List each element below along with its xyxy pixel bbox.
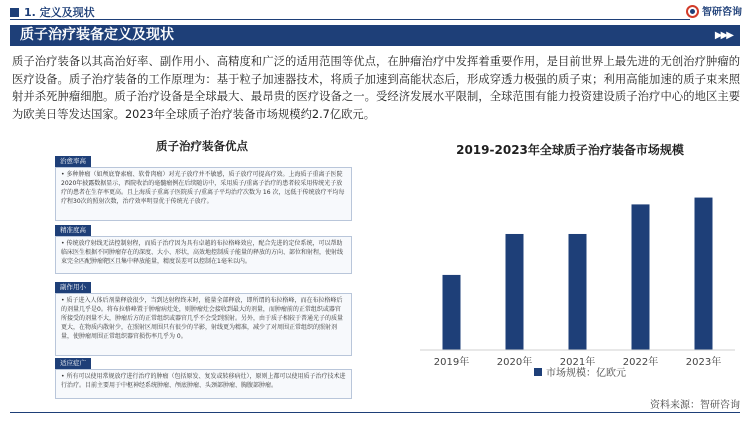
legend-swatch [534,368,542,376]
chart-title: 2019-2023年全球质子治疗装备市场规模 [456,143,684,157]
square-bullet-icon [10,8,19,17]
section-label: 1. 定义及现状 [24,6,95,19]
advantage-tag: 适应症广 [55,358,91,369]
legend-label: 市场规模：亿欧元 [546,368,626,379]
bar-2022年 [632,204,650,350]
brand-logo [686,3,742,18]
advantage-tag: 副作用小 [55,282,91,293]
advantage-tag: 精准度高 [55,225,91,236]
bar-2019年 [443,275,461,350]
section-heading [10,4,95,20]
chevron-right-icon: ▶▶▶ [714,30,732,41]
x-tick-label: 2019年 [433,357,470,368]
top-bar [0,0,750,22]
x-tick-label: 2021年 [559,357,596,368]
advantage-text: • 多种肿瘤（如颅底脊索瘤、软骨肉瘤）对光子放疗并不敏感，质子放疗可提高疗效。上海质子重离子医院2020年披露数据显示，西院收治的毫髓瘤例在后续随访中，采用质子/重离子治疗的患者较采用传统光子放疗的患者在生存率更高。且上海质子重离子医院质子/重离子平均治疗次数为 16 次，远低于传统放疗平均每疗程30次的照射次数，治疗效率明显优于传统光子放疗。 [55,167,352,221]
title-banner [10,25,740,46]
page-title: 质子治疗装备定义及现状 [20,27,174,43]
source-note: 资料来源：智研咨询 [650,400,740,411]
advantage-text: • 传统放疗射线无法控制射程，而质子治疗因为具有卓越的布拉格峰效应，配合先进的定位系统，可以帮助临床医生根据不同肿瘤存在的深度、大小、形状，高效地控制质子能量的释放的方向、部位和射程，使射线束完全匹配肿瘤靶区且集中释放能量，精度误差可以控制在1毫米以内。 [55,236,352,274]
logo-text: 智研咨询 [702,7,742,18]
bar-2021年 [569,234,587,350]
header-divider [10,19,690,20]
intro-paragraph: 质子治疗装备以其高治好率、副作用小、高精度和广泛的适用范围等优点，在肿瘤治疗中发挥着重要作用，是目前世界上最先进的无创治疗肿瘤的医疗设备。质子治疗装备的工作原理为：基于粒子加速器技术，将质子加速到高能状态后，形成穿透力极强的质子束；利用高能加速的质子束来照射并杀死肿瘤细胞。质子治疗设备是全球最大、最昂贵的医疗设备之一。受经济发展水平限制，全球范围有能力投资建设质子治疗中心的地区主要为欧美日等发达国家。2023年全球质子治疗装备市场规模约2.7亿欧元。 [12,55,740,121]
bar-2023年 [695,198,713,350]
x-tick-label: 2023年 [685,357,722,368]
logo-icon [686,5,699,18]
x-tick-label: 2022年 [622,357,659,368]
advantage-tag: 治愈率高 [55,156,91,167]
advantage-text: • 所有可以使用常规放疗进行治疗的肿瘤（包括原发、复发或转移病灶），原则上都可以使用质子治疗技术进行治疗。目前主要用于中枢神经系统肿瘤、颅底肿瘤、头颈部肿瘤、胸腹部肿瘤。 [55,369,352,399]
advantages-title: 质子治疗装备优点 [156,139,248,153]
market-size-bar-chart [400,160,745,385]
footer-divider [10,412,740,413]
advantage-text: • 质子进入人体后剂量释放很少，当到达射程终末时，能量全部释放，即所谓的布拉格峰，而在布拉格峰后的剂量几乎是0。将布拉格峰置于肿瘤病灶处，则肿瘤灶会接收到最大的剂量，而肿瘤前的正常组织或器官所接受的剂量不大，肿瘤后方的正常组织或器官几乎不会受到照射。另外，由于质子相较于普通光子的质量更大，在物质内散射少，在照射区周围只有很少的半影，射线更为精准，减少了对周围正常组织的照射剂量，使肿瘤周围正常组织器官损伤率几乎为 0。 [55,293,352,356]
bar-2020年 [506,234,524,350]
advantages-panel [52,138,352,400]
x-tick-label: 2020年 [496,357,533,368]
